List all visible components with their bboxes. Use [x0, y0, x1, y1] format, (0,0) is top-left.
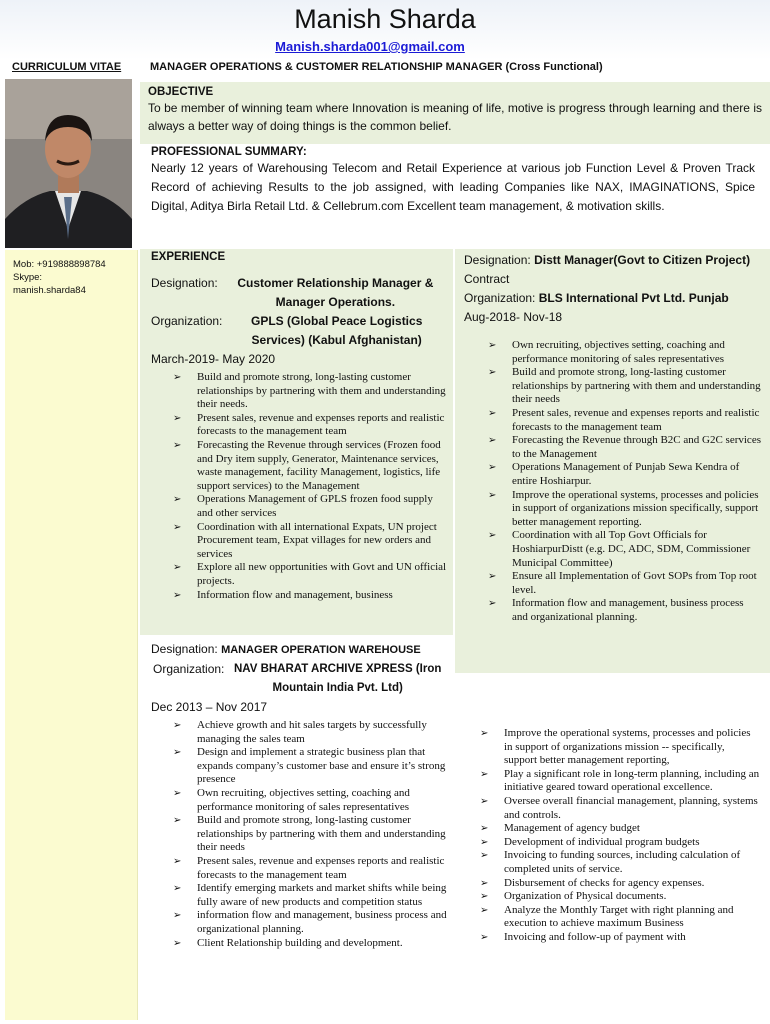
bullet-item [480, 849, 760, 876]
bullet-item [480, 822, 760, 836]
bullet-text: Present sales, revenue and expenses reports and realistic forecasts to the management team [197, 854, 445, 881]
arrow-bullet-icon: ➢ [480, 891, 489, 903]
summary-heading: PROFESSIONAL SUMMARY: [151, 146, 307, 158]
job-3-designation: MANAGER OPERATION WAREHOUSE [221, 644, 421, 656]
bullet-text: Analyze the Monthly Target with right planning and execution to achieve maximum Business [504, 903, 734, 930]
arrow-bullet-icon: ➢ [173, 720, 182, 731]
bullet-text: Own recruiting, objectives setting, coaching and performance monitoring of sales representatives [512, 339, 725, 365]
job-2-contract: Contract [464, 272, 510, 286]
bullet-text: Present sales, revenue and expenses reports and realistic forecasts to the management team [197, 411, 445, 438]
contact-block [13, 258, 106, 297]
bullet-item [173, 855, 447, 882]
job-3-organization: NAV BHARAT ARCHIVE XPRESS (Iron Mountain India Pvt. Ltd) [233, 663, 442, 694]
candidate-name: Manish Sharda [294, 4, 476, 34]
job-1-organization: GPLS (Global Peace Logistics Services) (Kabul Afghanistan) [250, 314, 423, 347]
bullet-item [173, 371, 447, 412]
job-1-designation-row [151, 274, 447, 312]
arrow-bullet-icon: ➢ [480, 768, 489, 780]
bullet-text: Design and implement a strategic business plan that expands company’s customer base and ensure it’s strong presence [197, 746, 446, 786]
arrow-bullet-icon: ➢ [488, 489, 497, 501]
designation-label: Designation: [151, 642, 218, 656]
bullet-text: Ensure all Implementation of Govt SOPs from Top root level. [512, 570, 757, 596]
bullet-text: Development of individual program budgets [504, 835, 700, 848]
bullet-text: Build and promote strong, long-lasting customer relationships by partnering with them and understanding their needs. [197, 371, 446, 411]
bullet-item [173, 493, 447, 520]
arrow-bullet-icon: ➢ [480, 836, 489, 848]
job-2-bullets [488, 339, 762, 624]
bullet-item [480, 904, 760, 931]
bullet-item [173, 561, 447, 588]
bullet-item [488, 434, 762, 461]
designation-label: Designation: [464, 253, 531, 267]
bullet-text: Operations Management of GPLS frozen food supply and other services [197, 493, 433, 519]
cv-label: CURRICULUM VITAE [12, 61, 122, 73]
job-3-bullets [173, 719, 447, 950]
bullet-item [173, 909, 447, 936]
arrow-bullet-icon: ➢ [480, 904, 489, 916]
arrow-bullet-icon: ➢ [173, 910, 182, 922]
bullet-item [173, 521, 447, 562]
arrow-bullet-icon: ➢ [173, 412, 182, 424]
arrow-bullet-icon: ➢ [173, 562, 182, 574]
arrow-bullet-icon: ➢ [173, 521, 182, 533]
job-1-organization-row [151, 312, 447, 350]
arrow-bullet-icon: ➢ [488, 340, 497, 351]
job-2-designation: Distt Manager(Govt to Citizen Project) [534, 253, 751, 267]
bullet-text: Operations Management of Punjab Sewa Kendra of entire Hoshiarpur. [512, 461, 740, 487]
bullet-text: Organization of Physical documents. [504, 890, 667, 903]
arrow-bullet-icon: ➢ [173, 883, 182, 895]
job-2 [464, 251, 762, 624]
bullet-item [173, 589, 447, 603]
mobile-number: Mob: +919888898784 [13, 259, 106, 270]
bullet-item [173, 439, 447, 493]
bullet-text: Invoicing and follow-up of payment with [504, 930, 686, 943]
job-2-organization-row [464, 289, 762, 308]
arrow-bullet-icon: ➢ [173, 747, 182, 759]
bullet-text: Coordination with all international Expats, UN project Procurement team, Expat villages for new orders and services [197, 520, 437, 560]
email-link[interactable]: Manish.sharda001@gmail.com [275, 39, 465, 54]
arrow-bullet-icon: ➢ [480, 823, 489, 835]
arrow-bullet-icon: ➢ [488, 462, 497, 474]
job-1-period: March-2019- May 2020 [151, 352, 276, 366]
bullet-text: Coordination with all Top Govt Officials for HoshiarpurDistt (e.g. DC, ADC, SDM, Commissioner Municipal Committee) [512, 529, 751, 569]
organization-label: Organization: [151, 314, 223, 328]
bullet-text: Build and promote strong, long-lasting customer relationships by partnering with them and understanding their needs [512, 366, 761, 406]
arrow-bullet-icon: ➢ [173, 439, 182, 451]
bullet-text: Present sales, revenue and expenses reports and realistic forecasts to the management team [512, 406, 760, 433]
bullet-item [488, 597, 762, 624]
job-2-organization: BLS International Pvt Ltd. Punjab [538, 291, 729, 305]
bullet-text: Information flow and management, business process and organizational planning. [512, 597, 744, 623]
skype-id: manish.sharda84 [13, 285, 86, 296]
bullet-item [480, 727, 760, 768]
bullet-item [480, 890, 760, 904]
job-3-continued [480, 727, 760, 945]
organization-label: Organization: [153, 662, 225, 676]
bullet-item [173, 937, 447, 951]
bullet-text: Invoicing to funding sources, including calculation of completed units of service. [504, 849, 741, 875]
arrow-bullet-icon: ➢ [173, 815, 182, 827]
objective-section [140, 82, 770, 144]
job-3-period: Dec 2013 – Nov 2017 [151, 700, 268, 714]
bullet-text: Achieve growth and hit sales targets by successfully managing the sales team [197, 719, 427, 745]
objective-text: To be member of winning team where Innovation is meaning of life, motive is progress through learning and there is always a better way of doing things is the common belief. [148, 101, 762, 133]
bullet-item [488, 461, 762, 488]
skype-label: Skype: [13, 272, 43, 283]
arrow-bullet-icon: ➢ [173, 787, 182, 799]
bullet-text: Own recruiting, objectives setting, coaching and performance monitoring of sales representatives [197, 786, 410, 813]
bullet-item [488, 339, 762, 366]
job-3-designation-row [151, 640, 447, 660]
bullet-item [173, 814, 447, 855]
bullet-text: information flow and management, business process and organizational planning. [197, 909, 447, 935]
bullet-item [480, 931, 760, 945]
bullet-item [488, 407, 762, 434]
job-1 [151, 251, 447, 602]
arrow-bullet-icon: ➢ [480, 795, 489, 807]
bullet-text: Improve the operational systems, processes and policies in support of organizations mission specifically, support better management reporting. [512, 488, 759, 528]
bullet-item [480, 836, 760, 850]
arrow-bullet-icon: ➢ [480, 728, 489, 739]
job-3-organization-row [151, 660, 447, 698]
bullet-item [480, 768, 760, 795]
bullet-item [480, 877, 760, 891]
arrow-bullet-icon: ➢ [488, 530, 497, 542]
bullet-item [173, 719, 447, 746]
bullet-text: Explore all new opportunities with Govt and UN official projects. [197, 561, 447, 587]
bullet-text: Oversee overall financial management, planning, systems and controls. [504, 794, 758, 821]
experience-heading: EXPERIENCE [151, 251, 226, 263]
bullet-text: Information flow and management, business [197, 588, 393, 601]
bullet-item [173, 882, 447, 909]
arrow-bullet-icon: ➢ [488, 571, 497, 583]
bullet-item [488, 366, 762, 407]
bullet-text: Play a significant role in long-term planning, including an initiative geared toward operational excellence. [504, 767, 760, 794]
bullet-text: Improve the operational systems, processes and policies in support of organizations mission -- specifically, support better management reporting, [504, 727, 751, 767]
arrow-bullet-icon: ➢ [488, 598, 497, 610]
bullet-item [173, 746, 447, 787]
bullet-item [173, 787, 447, 814]
objective-heading: OBJECTIVE [148, 86, 214, 98]
job-2-period: Aug-2018- Nov-18 [464, 310, 563, 324]
role-title: MANAGER OPERATIONS & CUSTOMER RELATIONSHIP MANAGER (Cross Functional) [150, 61, 603, 73]
summary-text: Nearly 12 years of Warehousing Telecom and Retail Experience at various job Function Level & Proven Track Record of achieving Results to the job assigned, with leading Companies like NAX, IMAGINATIONS, Spice Digital, Aditya Birla Retail Ltd. & Cellebrum.com Excellent team management, & motivation skills. [151, 161, 755, 213]
bullet-item [480, 795, 760, 822]
profile-photo [5, 79, 132, 248]
job-1-designation: Customer Relationship Manager & Manager Operations. [237, 276, 434, 309]
arrow-bullet-icon: ➢ [173, 372, 182, 383]
job-2-designation-row [464, 251, 762, 289]
bullet-text: Identify emerging markets and market shifts while being fully aware of new products and competition status [197, 882, 447, 908]
bullet-item [173, 412, 447, 439]
bullet-item [488, 570, 762, 597]
bullet-item [488, 529, 762, 570]
summary-section [151, 146, 755, 216]
bullet-text: Client Relationship building and development. [197, 936, 403, 949]
bullet-text: Build and promote strong, long-lasting customer relationships by partnering with them and understanding their needs [197, 814, 446, 854]
designation-label: Designation: [151, 276, 218, 290]
arrow-bullet-icon: ➢ [488, 367, 497, 379]
arrow-bullet-icon: ➢ [480, 877, 489, 889]
arrow-bullet-icon: ➢ [173, 855, 182, 867]
job-3 [151, 640, 447, 950]
arrow-bullet-icon: ➢ [480, 931, 489, 943]
job-1-bullets [173, 371, 447, 602]
bullet-text: Management of agency budget [504, 822, 640, 835]
arrow-bullet-icon: ➢ [173, 589, 182, 601]
bullet-item [488, 489, 762, 530]
arrow-bullet-icon: ➢ [480, 850, 489, 862]
bullet-text: Forecasting the Revenue through B2C and G2C services to the Management [512, 434, 761, 460]
arrow-bullet-icon: ➢ [488, 435, 497, 447]
bullet-text: Forecasting the Revenue through services (Frozen food and Dry item supply, Generator, Maintenance services, waste management, facility Management, logistics, life support services) to the Management [197, 438, 441, 492]
job-3-bullets-right [480, 727, 760, 945]
arrow-bullet-icon: ➢ [488, 407, 497, 419]
bullet-text: Disbursement of checks for agency expenses. [504, 876, 705, 889]
arrow-bullet-icon: ➢ [173, 494, 182, 506]
organization-label: Organization: [464, 291, 536, 305]
arrow-bullet-icon: ➢ [173, 937, 182, 949]
contact-sidebar [5, 250, 138, 1020]
